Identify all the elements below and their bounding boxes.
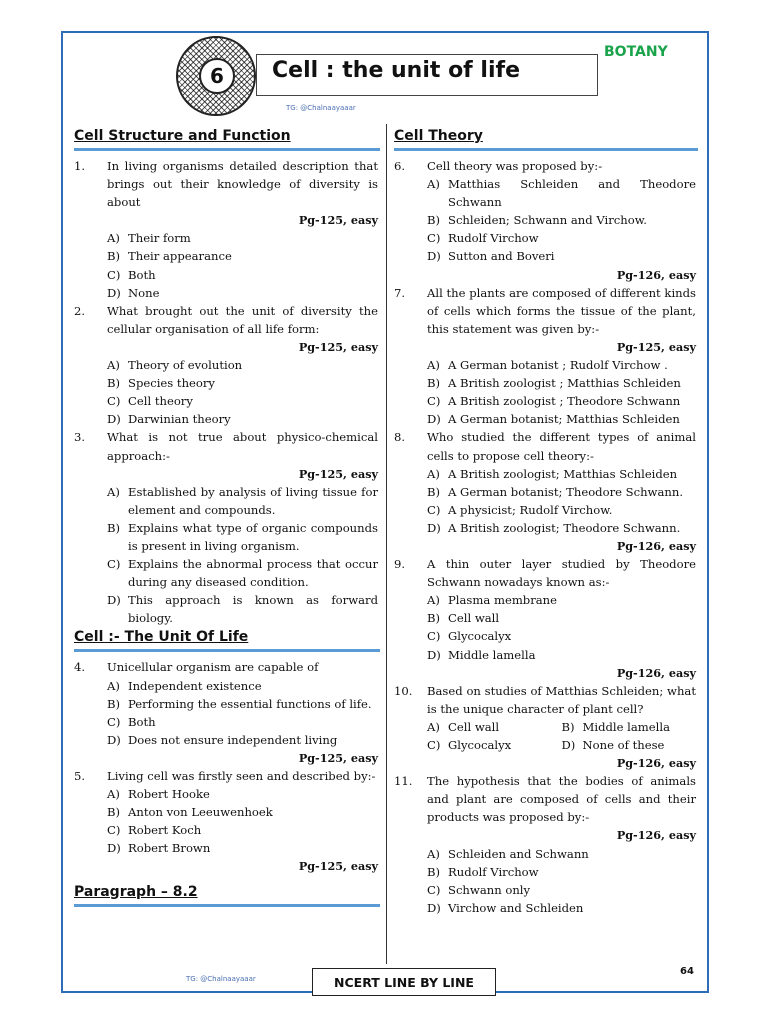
question-number: 11.: [394, 774, 413, 789]
option-text: A British zoologist; Matthias Schleiden: [448, 466, 678, 481]
option: [74, 839, 378, 857]
option-letter: D): [107, 285, 121, 300]
option-letter: D): [427, 900, 441, 915]
option-text: Their appearance: [128, 249, 232, 264]
option: [394, 229, 696, 247]
option-text: Schleiden; Schwann and Virchow.: [448, 213, 647, 228]
option: [74, 519, 378, 555]
option-letter: C): [107, 714, 121, 729]
option: [394, 356, 696, 374]
option-letter: C): [427, 882, 441, 897]
option: [394, 881, 696, 899]
page-reference: Pg-125, easy: [298, 466, 378, 481]
option-letter: D): [107, 593, 121, 608]
question-text: Cell theory was proposed by:-: [427, 159, 603, 173]
option-text: Plasma membrane: [448, 593, 558, 608]
option-text: Both: [128, 714, 156, 729]
section-heading: Paragraph – 8.2: [74, 883, 198, 900]
section-heading: Cell Theory: [394, 128, 483, 144]
question-text: Unicellular organism are capable of: [107, 660, 319, 675]
question-text: A thin outer layer studied by Theodore Schwann nowadays known as:-: [427, 557, 696, 590]
option-text: Virchow and Schleiden: [448, 900, 584, 915]
option: [562, 736, 697, 754]
option-letter: B): [107, 696, 121, 711]
question-3: [74, 428, 378, 627]
option-letter: B): [107, 520, 121, 535]
page-number: 64: [680, 966, 694, 977]
option: [74, 591, 378, 627]
option: [74, 555, 378, 591]
option-text: Glycocalyx: [448, 738, 512, 752]
question-number: 8.: [394, 430, 406, 445]
option-letter: D): [107, 732, 121, 747]
option-text: This approach is known as forward biology.: [128, 593, 378, 626]
option-letter: A): [107, 678, 120, 693]
option: [394, 410, 696, 428]
page-reference: Pg-126, easy: [616, 267, 696, 282]
question-number: 10.: [394, 683, 413, 698]
option-text: Established by analysis of living tissue for element and compounds.: [128, 484, 378, 517]
option: [394, 501, 696, 519]
option-text: Sutton and Boveri: [448, 249, 555, 264]
option-text: Robert Brown: [128, 841, 211, 856]
option-text: Rudolf Virchow: [448, 231, 539, 246]
option-text: Species theory: [128, 376, 215, 391]
option-letter: B): [427, 864, 441, 879]
option-row: [394, 718, 696, 736]
page-reference: Pg-125, easy: [616, 339, 696, 354]
page-reference: Pg-126, easy: [616, 828, 696, 843]
question-text: What brought out the unit of diversity the cellular organisation of all life form:: [107, 303, 378, 336]
option-letter: C): [427, 629, 441, 644]
option-text: Performing the essential functions of life.: [128, 696, 372, 711]
option: [562, 718, 697, 736]
option-letter: B): [427, 611, 441, 626]
question-7: [394, 284, 696, 429]
question-10: [394, 682, 696, 772]
option-text: A physicist; Rudolf Virchow.: [448, 502, 613, 517]
option-letter: C): [427, 502, 441, 517]
page-reference: Pg-125, easy: [298, 859, 378, 874]
option: [394, 392, 696, 410]
option-letter: A): [107, 787, 120, 802]
question-text: All the plants are composed of different kinds of cells which forms the tissue of the plant, this statement was given by:-: [427, 285, 696, 336]
option-letter: A): [427, 466, 440, 481]
option-letter: A): [107, 231, 120, 246]
section-rule: [74, 649, 380, 652]
option: [74, 266, 378, 284]
option-text: Independent existence: [128, 678, 262, 693]
option-text: Their form: [128, 231, 191, 246]
option-text: None: [128, 285, 160, 300]
option: [394, 519, 696, 537]
section-heading: Cell Structure and Function: [74, 128, 291, 144]
option-letter: B): [561, 719, 575, 734]
option-letter: A): [107, 484, 120, 499]
option-letter: B): [107, 805, 121, 820]
option-text: Robert Hooke: [128, 787, 210, 802]
option: [394, 465, 696, 483]
question-number: 3.: [74, 430, 86, 445]
option-letter: D): [107, 412, 121, 427]
option-text: A British zoologist ; Matthias Schleiden: [448, 376, 681, 391]
option-text: Middle lamella: [582, 719, 670, 734]
option: [394, 211, 696, 229]
option: [394, 483, 696, 501]
option-letter: D): [427, 520, 441, 535]
option-letter: A): [427, 358, 440, 373]
option-text: A British zoologist; Theodore Schwann.: [448, 520, 681, 535]
option-text: Glycocalyx: [448, 629, 512, 644]
option: [74, 374, 378, 392]
option-text: Explains the abnormal process that occur during any diseased condition.: [128, 557, 378, 590]
question-text: The hypothesis that the bodies of animals and plant are composed of cells and their products was proposed by:-: [427, 774, 696, 825]
option-text: A German botanist; Matthias Schleiden: [448, 412, 680, 427]
question-4: [74, 658, 378, 767]
option: [74, 731, 378, 749]
option: [394, 627, 696, 645]
option-letter: C): [107, 823, 121, 838]
telegram-handle-bottom: TG: @Chalnaayaaar: [186, 975, 256, 983]
option-text: A German botanist ; Rudolf Virchow .: [448, 358, 668, 373]
option-text: Robert Koch: [128, 823, 202, 838]
option-letter: D): [561, 738, 576, 752]
question-text: In living organisms detailed description that brings out their knowledge of diversity is about: [107, 159, 378, 210]
option-letter: B): [107, 376, 121, 391]
question-number: 5.: [74, 769, 86, 783]
question-text: Who studied the different types of animal cells to propose cell theory:-: [427, 430, 696, 463]
page-reference: Pg-126, easy: [616, 665, 696, 680]
page-reference: Pg-126, easy: [616, 756, 696, 771]
subject-label: BOTANY: [604, 44, 668, 60]
telegram-handle-top: TG: @Chalnaayaaar: [286, 104, 356, 112]
question-1: [74, 157, 378, 302]
option-text: Anton von Leeuwenhoek: [128, 805, 273, 820]
right-column: [394, 126, 696, 917]
option: [427, 718, 562, 736]
question-8: [394, 428, 696, 555]
option: [427, 736, 562, 754]
option: [74, 247, 378, 265]
option-letter: D): [427, 249, 441, 264]
question-number: 7.: [394, 285, 406, 300]
option-letter: A): [427, 593, 440, 608]
question-9: [394, 555, 696, 682]
page-reference: Pg-125, easy: [298, 213, 378, 228]
option: [394, 863, 696, 881]
option-text: None of these: [582, 738, 665, 752]
option-text: Explains what type of organic compounds is present in living organism.: [128, 520, 378, 553]
option-letter: D): [107, 841, 121, 856]
option-letter: C): [427, 394, 441, 409]
option-row: [394, 736, 696, 754]
question-number: 9.: [394, 557, 406, 572]
page-reference: Pg-125, easy: [298, 750, 378, 765]
left-column: [74, 126, 378, 913]
question-text: Living cell was firstly seen and described by:-: [107, 769, 376, 783]
option-text: Rudolf Virchow: [448, 864, 539, 879]
option-letter: D): [427, 412, 441, 427]
option: [394, 374, 696, 392]
option: [394, 591, 696, 609]
option: [74, 803, 378, 821]
option-text: Schleiden and Schwann: [448, 846, 589, 861]
option-text: A British zoologist ; Theodore Schwann: [448, 394, 681, 409]
option-text: Darwinian theory: [128, 412, 231, 427]
option: [394, 609, 696, 627]
question-5: [74, 767, 378, 876]
column-divider: [386, 124, 387, 964]
option-text: Schwann only: [448, 882, 531, 897]
question-number: 4.: [74, 660, 86, 675]
option-text: Matthias Schleiden and Theodore Schwann: [448, 177, 696, 210]
question-number: 1.: [74, 159, 86, 173]
option: [74, 695, 378, 713]
option-text: Theory of evolution: [128, 358, 243, 373]
page-reference: Pg-126, easy: [616, 538, 696, 553]
option-text: Both: [128, 267, 156, 282]
option: [74, 229, 378, 247]
option-text: A German botanist; Theodore Schwann.: [448, 484, 684, 499]
option-letter: D): [427, 647, 441, 662]
question-text: What is not true about physico-chemical approach:-: [107, 430, 378, 463]
option: [74, 677, 378, 695]
option-letter: A): [107, 358, 120, 373]
question-number: 6.: [394, 159, 406, 173]
question-2: [74, 302, 378, 429]
option-letter: B): [427, 213, 441, 228]
option: [74, 356, 378, 374]
option-letter: A): [427, 719, 440, 734]
option-letter: B): [427, 484, 441, 499]
option-letter: C): [427, 231, 441, 246]
option: [74, 713, 378, 731]
question-6: [394, 157, 696, 284]
option: [394, 646, 696, 664]
section-heading: Cell :- The Unit Of Life: [74, 629, 249, 646]
option-text: Middle lamella: [448, 647, 536, 662]
option-letter: C): [107, 557, 121, 572]
chapter-number: 6: [199, 58, 235, 94]
option-text: Cell theory: [128, 394, 193, 409]
chapter-title: Cell : the unit of life: [272, 58, 520, 83]
option: [74, 410, 378, 428]
option: [74, 821, 378, 839]
option: [74, 284, 378, 302]
option-letter: C): [107, 267, 121, 282]
option-text: Does not ensure independent living: [128, 732, 338, 747]
option-letter: A): [427, 846, 440, 861]
option-letter: B): [107, 249, 121, 264]
question-number: 2.: [74, 303, 86, 318]
option: [394, 247, 696, 265]
question-text: Based on studies of Matthias Schleiden; what is the unique character of plant cell?: [427, 683, 696, 716]
section-rule: [74, 904, 380, 907]
option: [394, 845, 696, 863]
option: [394, 175, 696, 211]
section-rule: [394, 148, 698, 151]
option-letter: C): [107, 394, 121, 409]
option-letter: B): [427, 376, 441, 391]
section-rule: [74, 148, 380, 151]
page-reference: Pg-125, easy: [298, 339, 378, 354]
option-text: Cell wall: [448, 611, 500, 626]
option: [394, 899, 696, 917]
option: [74, 785, 378, 803]
option: [74, 392, 378, 410]
footer-label: NCERT LINE BY LINE: [312, 968, 496, 996]
option: [74, 483, 378, 519]
option-text: Cell wall: [448, 719, 500, 734]
option-letter: A): [427, 177, 440, 192]
option-letter: C): [427, 738, 441, 752]
question-11: [394, 772, 696, 917]
